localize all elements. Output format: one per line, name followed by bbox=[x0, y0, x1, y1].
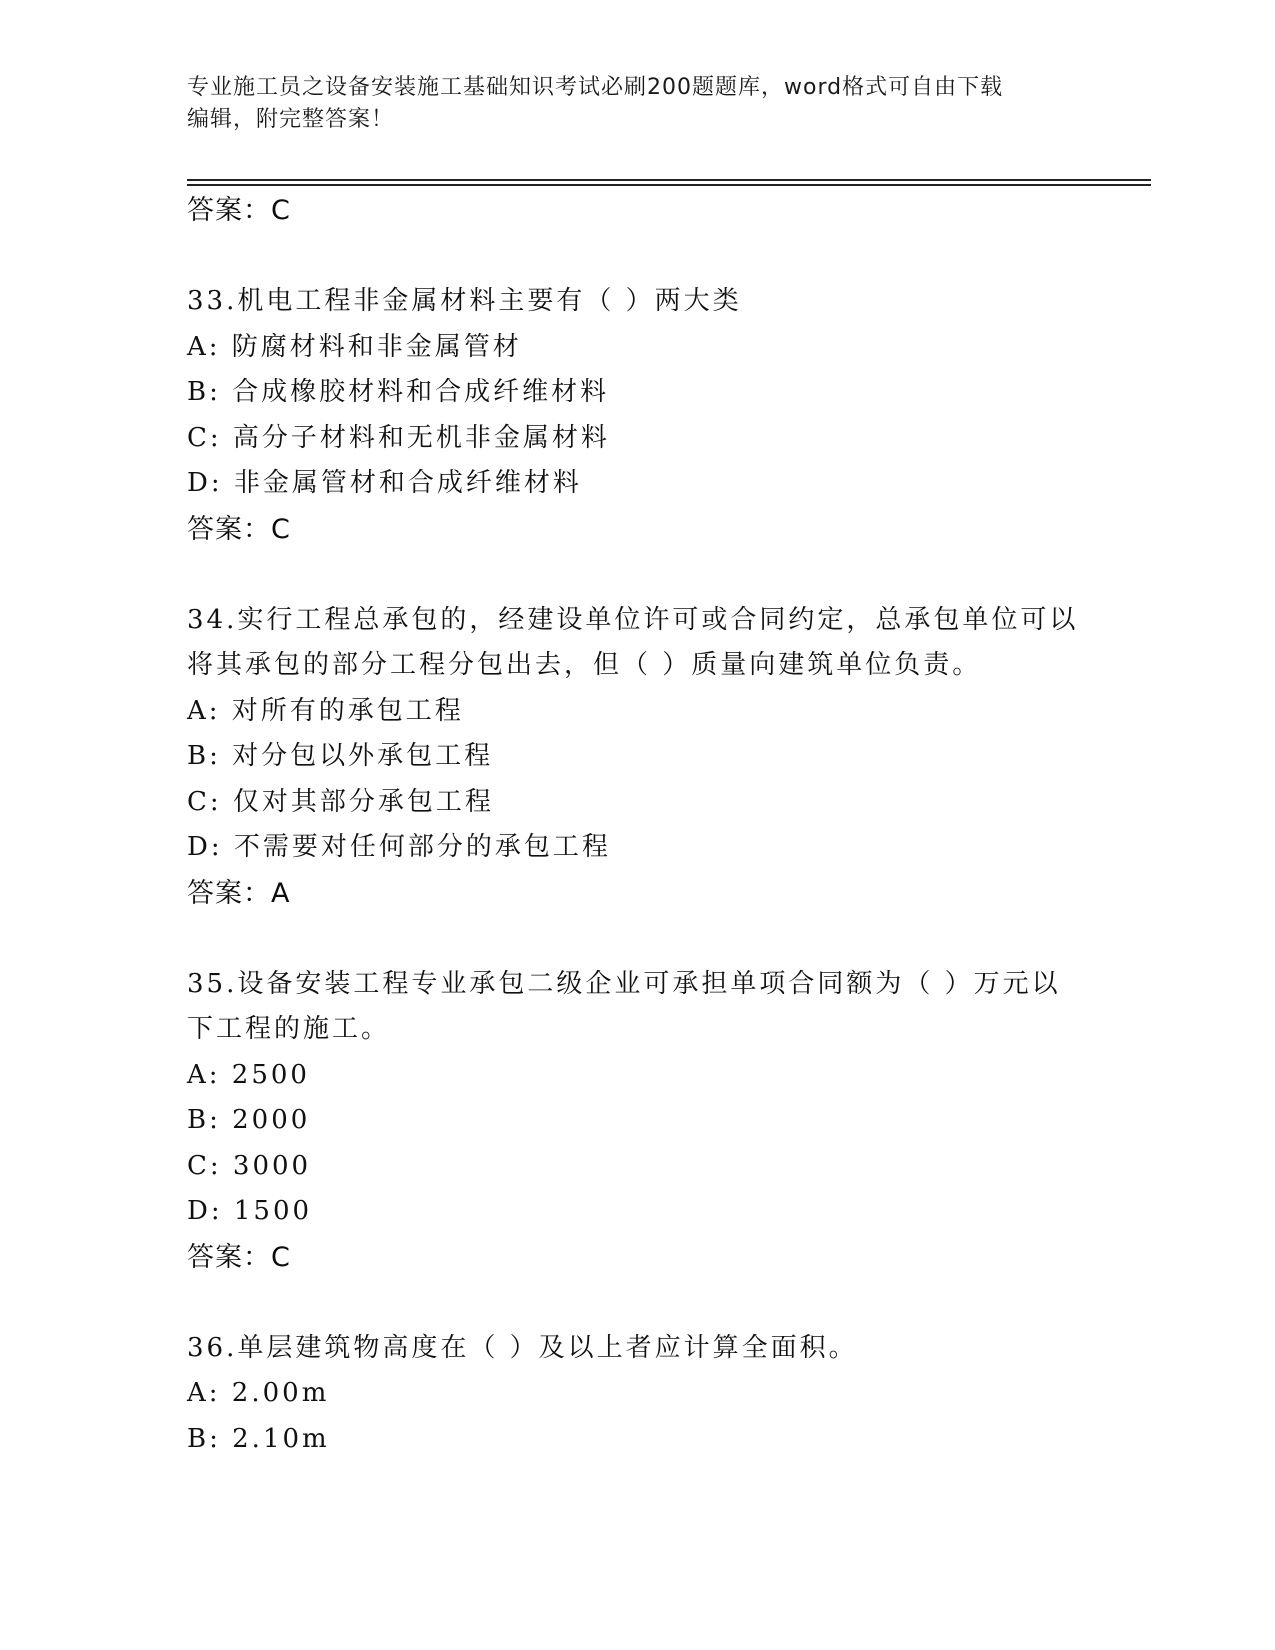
question-stem-continued: 下工程的施工。 bbox=[187, 1014, 391, 1044]
option-c: C: 仅对其部分承包工程 bbox=[187, 786, 494, 817]
spacer bbox=[187, 916, 1067, 962]
header-rule-top bbox=[187, 179, 1151, 181]
spacer bbox=[187, 234, 1067, 280]
option-a: A: 防腐材料和非金属管材 bbox=[187, 331, 522, 362]
option-b: B: 2000 bbox=[187, 1105, 311, 1135]
spacer bbox=[187, 552, 1067, 598]
question-stem-continued: 将其承包的部分工程分包出去，但（ ）质量向建筑单位负责。 bbox=[187, 650, 982, 680]
question-block-35 bbox=[187, 962, 1067, 1281]
option-a: A: 2.00m bbox=[187, 1378, 330, 1408]
answer-line: 答案：A bbox=[187, 877, 291, 909]
option-b: B: 对分包以外承包工程 bbox=[187, 741, 494, 771]
option-a: A: 2500 bbox=[187, 1059, 310, 1090]
header-line-2: 编辑，附完整答案！ bbox=[187, 107, 395, 132]
question-stem: 33.机电工程非金属材料主要有（ ）两大类 bbox=[187, 286, 742, 316]
document-header bbox=[187, 72, 1067, 136]
option-c: C: 3000 bbox=[187, 1150, 312, 1181]
option-d: D: 非金属管材和合成纤维材料 bbox=[187, 468, 582, 498]
header-rule-bottom bbox=[187, 184, 1151, 186]
option-b: B: 合成橡胶材料和合成纤维材料 bbox=[187, 377, 610, 407]
option-d: D: 1500 bbox=[187, 1196, 313, 1226]
option-d: D: 不需要对任何部分的承包工程 bbox=[187, 832, 611, 862]
question-block-34 bbox=[187, 598, 1079, 917]
question-list bbox=[187, 188, 1079, 1462]
option-c: C: 高分子材料和无机非金属材料 bbox=[187, 422, 610, 453]
question-stem: 36.单层建筑物高度在（ ）及以上者应计算全面积。 bbox=[187, 1332, 858, 1363]
option-b: B: 2.10m bbox=[187, 1423, 330, 1454]
question-block-33 bbox=[187, 279, 1067, 552]
answer-line: 答案：C bbox=[187, 195, 291, 226]
header-line-1: 专业施工员之设备安装施工基础知识考试必刷200题题库，word格式可自由下载 bbox=[187, 75, 1004, 100]
option-a: A: 对所有的承包工程 bbox=[187, 695, 464, 726]
spacer bbox=[187, 1280, 1067, 1326]
question-stem: 35.设备安装工程专业承包二级企业可承担单项合同额为（ ）万元以 bbox=[187, 968, 1061, 999]
question-block-36 bbox=[187, 1326, 1067, 1463]
answer-line: 答案：C bbox=[187, 513, 291, 545]
question-stem: 34.实行工程总承包的，经建设单位许可或合同约定，总承包单位可以 bbox=[187, 604, 1079, 635]
answer-line: 答案：C bbox=[187, 1241, 291, 1273]
